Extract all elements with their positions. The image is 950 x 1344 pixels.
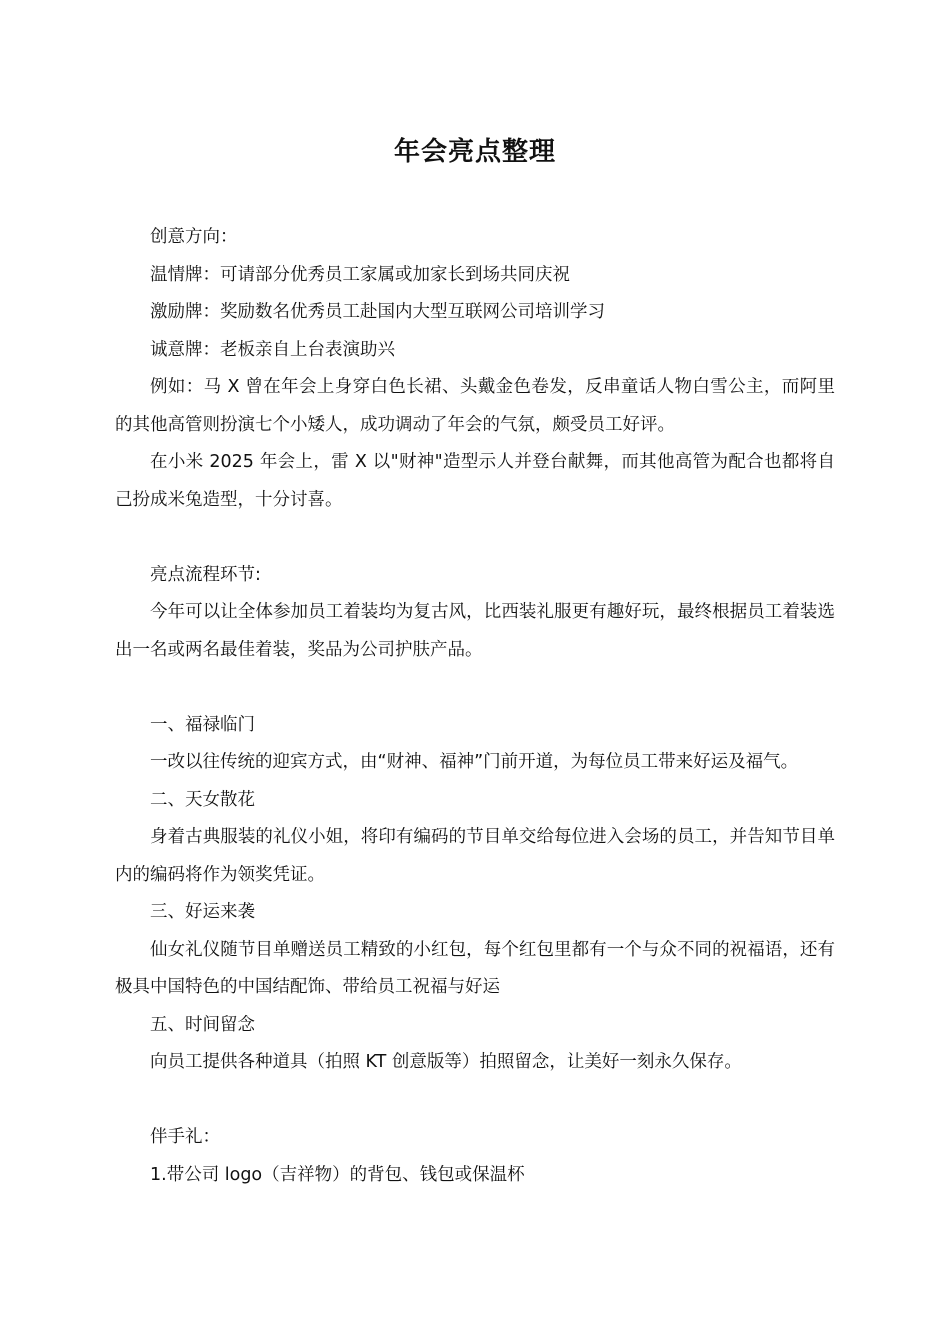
section-heading-2: 二、天女散花 bbox=[150, 789, 255, 810]
document-title: 年会亮点整理 bbox=[393, 137, 556, 167]
paragraph-gift-heading: 伴手礼： bbox=[150, 1127, 220, 1147]
section-text-5: 向员工提供各种道具（拍照 KT 创意版等）拍照留念，让美好一刻永久保存。 bbox=[150, 1052, 742, 1072]
paragraph-gift-item-1: 1.带公司 logo（吉祥物）的背包、钱包或保温杯 bbox=[150, 1164, 525, 1185]
paragraph-example-xiaomi: 在小米 2025 年会上，雷 X 以"财神"造型示人并登台献舞，而其他高管为配合也都将自己扮成米兔造型，十分讨喜。 bbox=[115, 452, 835, 510]
spacer bbox=[115, 669, 835, 707]
section-heading-3: 三、好运来袭 bbox=[150, 902, 255, 922]
paragraph-creative-direction: 创意方向： bbox=[150, 227, 238, 247]
section-text-3: 仙女礼仪随节目单赠送员工精致的小红包，每个红包里都有一个与众不同的祝福语，还有极具中国特色的中国结配饰、带给员工祝福与好运 bbox=[115, 939, 835, 997]
spacer bbox=[115, 1082, 835, 1120]
document-body bbox=[115, 219, 835, 1194]
spacer bbox=[115, 519, 835, 557]
paragraph-example-alibaba: 例如：马 X 曾在年会上身穿白色长裙、头戴金色卷发，反串童话人物白雪公主，而阿里的其他高管则扮演七个小矮人，成功调动了年会的气氛，颇受员工好评。 bbox=[115, 377, 835, 435]
section-heading-5: 五、时间留念 bbox=[150, 1014, 255, 1035]
paragraph-highlight-flow: 亮点流程环节: bbox=[150, 564, 261, 585]
section-text-2: 身着古典服装的礼仪小姐，将印有编码的节目单交给每位进入会场的员工，并告知节目单内的编码将作为领奖凭证。 bbox=[115, 827, 835, 885]
paragraph-incentive-card: 激励牌：奖励数名优秀员工赴国内大型互联网公司培训学习 bbox=[150, 302, 605, 322]
section-text-1: 一改以往传统的迎宾方式，由“财神、福神”门前开道，为每位员工带来好运及福气。 bbox=[150, 752, 799, 772]
section-heading-1: 一、福禄临门 bbox=[150, 714, 255, 735]
paragraph-sincerity-card: 诚意牌：老板亲自上台表演助兴 bbox=[150, 339, 395, 360]
paragraph-warmth-card: 温情牌：可请部分优秀员工家属或加家长到场共同庆祝 bbox=[150, 264, 570, 285]
paragraph-retro-dress: 今年可以让全体参加员工着装均为复古风，比西装礼服更有趣好玩，最终根据员工着装选出一名或两名最佳着装，奖品为公司护肤产品。 bbox=[115, 602, 835, 660]
